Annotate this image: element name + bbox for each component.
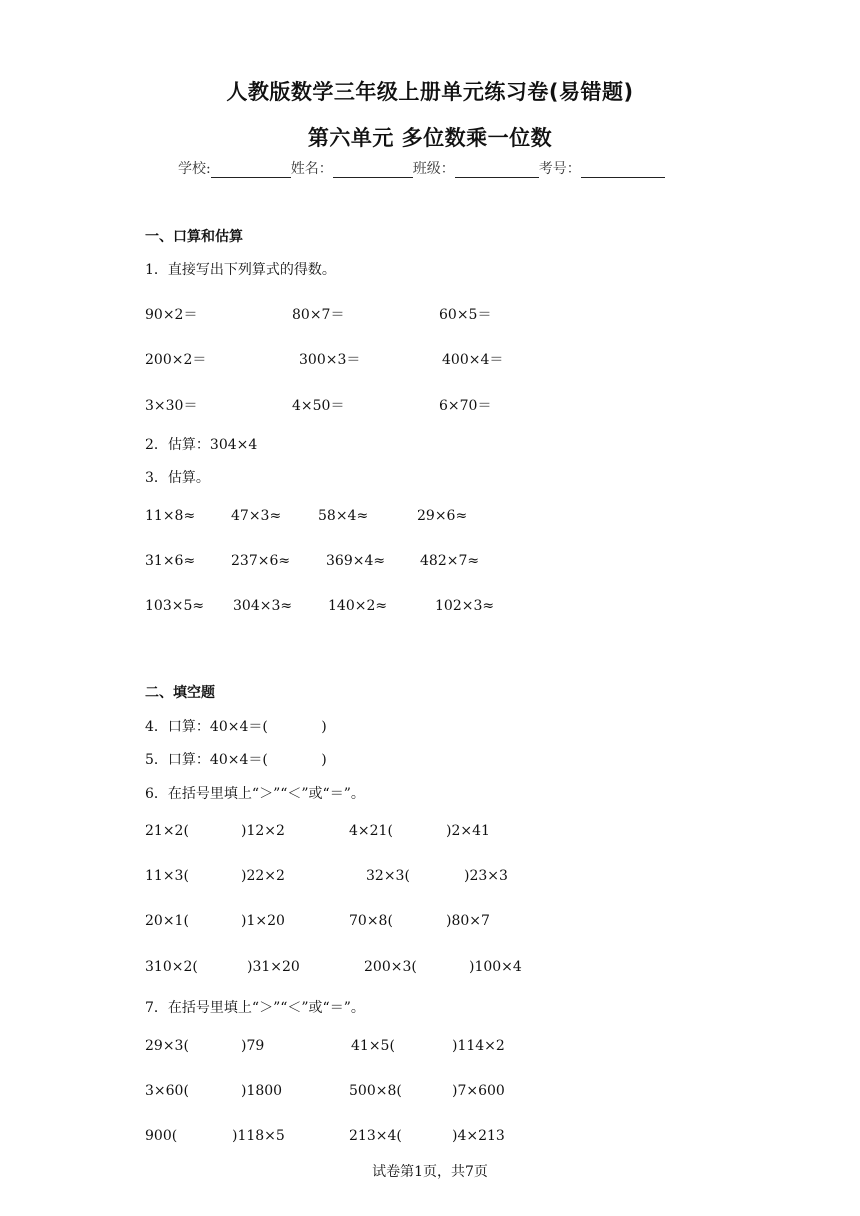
q3-expr: 58×4≈ <box>318 508 369 524</box>
question-5: 5．口算：40×4＝( ) <box>145 752 327 768</box>
q1-expr: 60×5＝ <box>439 307 492 323</box>
page-footer: 试卷第1页，共7页 <box>372 1164 488 1180</box>
question-6: 6．在括号里填上“＞”“＜”或“＝”。 <box>145 786 365 802</box>
q6-left-expr: 20×1( <box>145 913 189 929</box>
class-blank[interactable] <box>455 161 539 178</box>
q7-left-expr: 213×4( <box>349 1128 402 1144</box>
q6-left-expr: 310×2( <box>145 959 198 975</box>
q7-right-expr: )114×2 <box>452 1038 505 1054</box>
q6-right-expr: )31×20 <box>247 959 300 975</box>
exam-title: 人教版数学三年级上册单元练习卷(易错题) <box>226 80 634 104</box>
exam-no-label: 考号： <box>538 161 581 177</box>
q7-left-expr: 500×8( <box>349 1083 402 1099</box>
q6-right-expr: )80×7 <box>446 913 490 929</box>
q3-expr: 482×7≈ <box>420 553 480 569</box>
q1-expr: 400×4＝ <box>442 352 504 368</box>
question-3: 3．估算。 <box>145 470 210 486</box>
q1-expr: 80×7＝ <box>292 307 345 323</box>
q6-right-expr: )22×2 <box>241 868 285 884</box>
q3-expr: 140×2≈ <box>328 598 388 614</box>
name-blank[interactable] <box>333 161 413 178</box>
unit-subtitle: 第六单元 多位数乘一位数 <box>307 126 553 150</box>
q6-left-expr: 21×2( <box>145 823 189 839</box>
q6-right-expr: )1×20 <box>241 913 285 929</box>
exam-no-blank[interactable] <box>581 161 665 178</box>
section-heading-fill-blanks: 二、填空题 <box>145 685 215 701</box>
q7-right-expr: )118×5 <box>232 1128 285 1144</box>
question-2: 2．估算：304×4 <box>145 437 258 453</box>
school-blank[interactable] <box>211 161 291 178</box>
q6-left-expr: 4×21( <box>349 823 393 839</box>
q3-expr: 31×6≈ <box>145 553 196 569</box>
q3-expr: 47×3≈ <box>231 508 282 524</box>
q7-left-expr: 900( <box>145 1128 178 1144</box>
q6-left-expr: 200×3( <box>364 959 417 975</box>
q3-expr: 11×8≈ <box>145 508 196 524</box>
q3-expr: 29×6≈ <box>417 508 468 524</box>
q6-left-expr: 70×8( <box>349 913 393 929</box>
q1-expr: 6×70＝ <box>439 398 492 414</box>
q6-right-expr: )2×41 <box>446 823 490 839</box>
q1-expr: 4×50＝ <box>292 398 345 414</box>
q7-left-expr: 41×5( <box>351 1038 395 1054</box>
name-label: 姓名： <box>290 161 333 177</box>
q1-expr: 90×2＝ <box>145 307 198 323</box>
question-1: 1．直接写出下列算式的得数。 <box>145 262 336 278</box>
q1-expr: 200×2＝ <box>145 352 207 368</box>
student-info-line <box>178 158 665 178</box>
q3-expr: 369×4≈ <box>326 553 386 569</box>
q7-right-expr: )1800 <box>241 1083 283 1099</box>
q7-right-expr: )4×213 <box>452 1128 505 1144</box>
section-heading-mental-calc: 一、口算和估算 <box>145 229 243 245</box>
q3-expr: 103×5≈ <box>145 598 205 614</box>
question-4: 4．口算：40×4＝( ) <box>145 719 327 735</box>
q6-right-expr: )12×2 <box>241 823 285 839</box>
q6-right-expr: )100×4 <box>469 959 522 975</box>
question-7: 7．在括号里填上“＞”“＜”或“＝”。 <box>145 1000 365 1016</box>
q3-expr: 102×3≈ <box>435 598 495 614</box>
q1-expr: 3×30＝ <box>145 398 198 414</box>
q7-right-expr: )79 <box>241 1038 265 1054</box>
school-label: 学校: <box>178 161 211 177</box>
q3-expr: 237×6≈ <box>231 553 291 569</box>
q6-right-expr: )23×3 <box>464 868 508 884</box>
q6-left-expr: 32×3( <box>366 868 410 884</box>
q7-left-expr: 29×3( <box>145 1038 189 1054</box>
q7-left-expr: 3×60( <box>145 1083 189 1099</box>
q3-expr: 304×3≈ <box>233 598 293 614</box>
q6-left-expr: 11×3( <box>145 868 189 884</box>
class-label: 班级： <box>412 161 455 177</box>
q7-right-expr: )7×600 <box>452 1083 505 1099</box>
q1-expr: 300×3＝ <box>299 352 361 368</box>
